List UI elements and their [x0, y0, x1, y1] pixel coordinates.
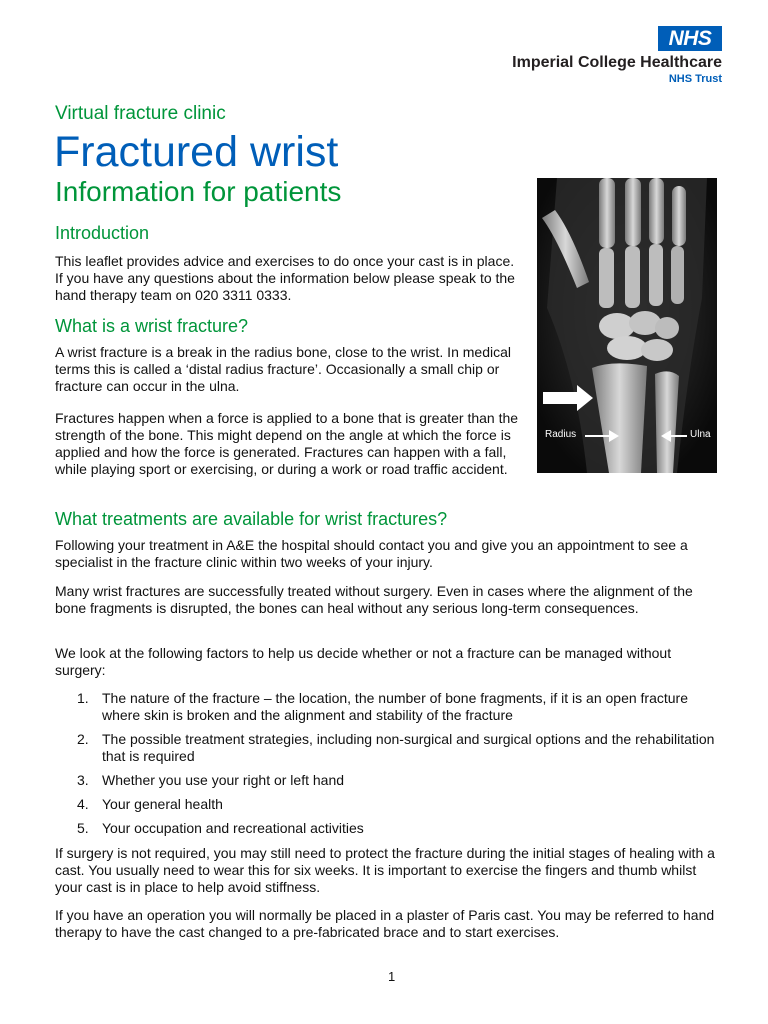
- list-item: 5. Your occupation and recreational activities: [77, 820, 364, 836]
- what-paragraph-2: Fractures happen when a force is applied to a bone that is greater than the strength of the bone. This might depend on the angle at which the force is applied and how the force is generated. Fractures can happen with a fall, while playing sport or exercising, or during a work or road traffic accident.: [55, 410, 519, 477]
- treatments-paragraph-5: If you have an operation you will normally be placed in a plaster of Paris cast. You may be referred to hand therapy to have the cast changed to a pre-fabricated brace and to start exercises.: [55, 907, 715, 940]
- list-item: 1. The nature of the fracture – the location, the number of bone fragments, if it is an open fracture where skin is broken and the alignment and stability of the fracture: [77, 690, 689, 723]
- intro-text: This leaflet provides advice and exercises to do once your cast is in place. If you have any questions about the information below please speak to the hand therapy team on 020 3311 0333.: [55, 253, 515, 303]
- page-title: Fractured wrist: [54, 128, 339, 176]
- page-subtitle: Information for patients: [55, 176, 342, 207]
- radius-label: Radius: [545, 429, 577, 440]
- page-number: 1: [388, 969, 396, 984]
- treatments-paragraph-3: We look at the following factors to help us decide whether or not a fracture can be managed without surgery:: [55, 645, 672, 678]
- nhs-trust-logo: [492, 26, 722, 86]
- nhs-logo-mark: NHS: [658, 26, 722, 51]
- treatments-paragraph-1: Following your treatment in A&E the hospital should contact you and give you an appointment to see a specialist in the fracture clinic within two weeks of your injury.: [55, 537, 688, 570]
- org-subtitle: NHS Trust: [668, 73, 722, 85]
- org-name: Imperial College Healthcare: [512, 54, 722, 71]
- leaflet-category: Virtual fracture clinic: [55, 103, 226, 124]
- ulna-label: Ulna: [690, 429, 711, 440]
- list-item: 4. Your general health: [77, 796, 223, 812]
- what-paragraph-1: A wrist fracture is a break in the radius bone, close to the wrist. In medical terms this is called a ‘distal radius fracture’. Occasionally a small chip or fracture can occur in the ulna.: [55, 344, 511, 394]
- wrist-xray-image: [537, 178, 717, 473]
- list-item: 3. Whether you use your right or left hand: [77, 772, 345, 788]
- treatments-heading: What treatments are available for wrist fractures?: [55, 509, 448, 529]
- treatments-paragraph-4: If surgery is not required, you may still need to protect the fracture during the initial stages of healing with a cast. You usually need to wear this for six weeks. It is important to exercise the fingers and thumb whilst your cast is in place to help avoid stiffness.: [55, 845, 715, 895]
- list-item: 2. The possible treatment strategies, including non-surgical and surgical options and the rehabilitation that is required: [77, 731, 715, 764]
- intro-heading: Introduction: [55, 223, 150, 243]
- factors-list: [77, 690, 717, 844]
- treatments-paragraph-2: Many wrist fractures are successfully treated without surgery. Even in cases where the alignment of the bone fragments is disrupted, the bones can heal without any serious long-term consequences.: [55, 583, 693, 616]
- what-heading: What is a wrist fracture?: [55, 316, 249, 336]
